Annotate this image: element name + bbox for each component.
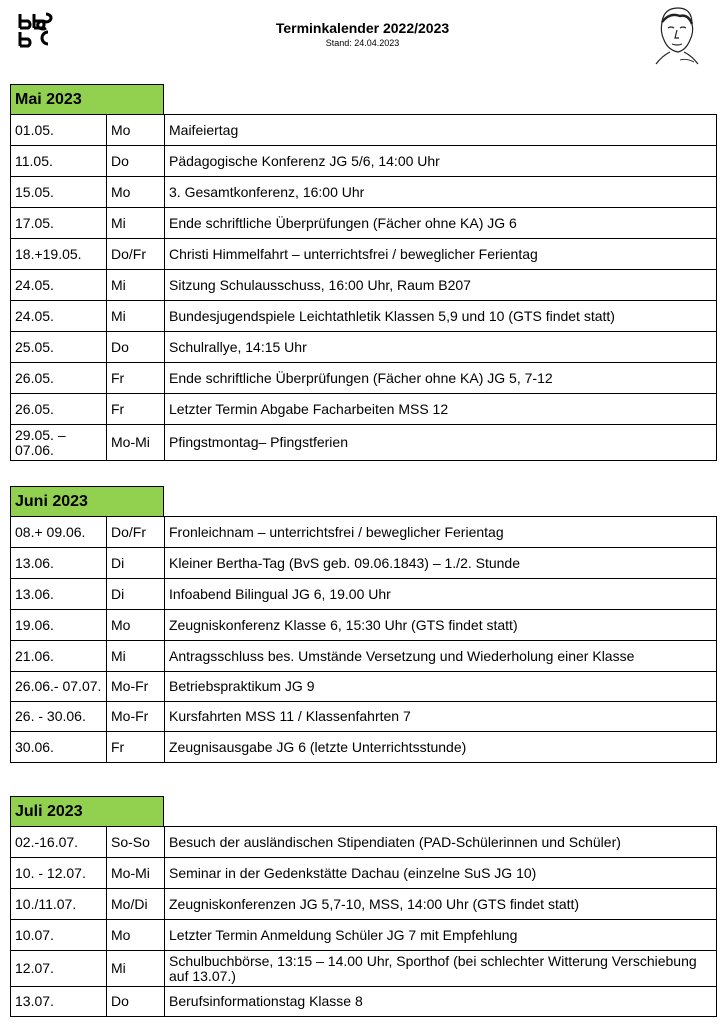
table-row [11, 610, 717, 641]
table-row [11, 672, 717, 702]
weekday-cell: Di [107, 548, 165, 579]
event-cell: Seminar in der Gedenkstätte Dachau (einzelne SuS JG 10) [165, 858, 717, 889]
document-date-stand: Stand: 24.04.2023 [325, 38, 400, 48]
weekday-cell: Do [107, 146, 165, 177]
date-cell: 17.05. [11, 208, 107, 239]
weekday-cell: Fr [107, 394, 165, 425]
event-cell: 3. Gesamtkonferenz, 16:00 Uhr [165, 177, 717, 208]
weekday-cell: Mi [107, 301, 165, 332]
month-table [10, 826, 717, 1017]
table-row [11, 363, 717, 394]
event-cell: Schulbuchbörse, 13:15 – 14.00 Uhr, Sporthof (bei schlechter Witterung Verschiebung auf 13.07.) [165, 951, 717, 987]
date-cell: 13.06. [11, 548, 107, 579]
month-table [10, 516, 717, 763]
weekday-cell: Do [107, 987, 165, 1017]
weekday-cell: Mo-Fr [107, 702, 165, 732]
weekday-cell: Mo [107, 610, 165, 641]
weekday-cell: Do/Fr [107, 517, 165, 548]
event-cell: Bundesjugendspiele Leichtathletik Klassen 5,9 und 10 (GTS findet statt) [165, 301, 717, 332]
date-cell: 18.+19.05. [11, 239, 107, 270]
table-row [11, 987, 717, 1017]
date-cell: 15.05. [11, 177, 107, 208]
table-row [11, 732, 717, 763]
event-cell: Kleiner Bertha-Tag (BvS geb. 09.06.1843) – 1./2. Stunde [165, 548, 717, 579]
event-cell: Antragsschluss bes. Umstände Versetzung und Wiederholung einer Klasse [165, 641, 717, 672]
table-row [11, 115, 717, 146]
event-cell: Schulrallye, 14:15 Uhr [165, 332, 717, 363]
table-row [11, 301, 717, 332]
date-cell: 24.05. [11, 301, 107, 332]
event-cell: Fronleichnam – unterrichtsfrei / beweglicher Ferientag [165, 517, 717, 548]
weekday-cell: Do/Fr [107, 239, 165, 270]
month-section-mai [10, 84, 716, 461]
weekday-cell: Do [107, 332, 165, 363]
weekday-cell: Mo [107, 115, 165, 146]
event-cell: Kursfahrten MSS 11 / Klassenfahrten 7 [165, 702, 717, 732]
event-cell: Berufsinformationstag Klasse 8 [165, 987, 717, 1017]
weekday-cell: Fr [107, 363, 165, 394]
date-cell: 13.06. [11, 579, 107, 610]
month-section-juli [10, 796, 716, 1017]
date-cell: 26.05. [11, 394, 107, 425]
weekday-cell: So-So [107, 827, 165, 858]
date-cell: 10./11.07. [11, 889, 107, 920]
date-cell: 10. - 12.07. [11, 858, 107, 889]
event-cell: Pädagogische Konferenz JG 5/6, 14:00 Uhr [165, 146, 717, 177]
table-row [11, 920, 717, 951]
date-cell: 29.05. – 07.06. [11, 425, 107, 461]
weekday-cell: Di [107, 579, 165, 610]
weekday-cell: Mi [107, 641, 165, 672]
event-cell: Christi Himmelfahrt – unterrichtsfrei / beweglicher Ferientag [165, 239, 717, 270]
table-row [11, 332, 717, 363]
date-cell: 26.06.- 07.07. [11, 672, 107, 702]
date-cell: 21.06. [11, 641, 107, 672]
table-row [11, 146, 717, 177]
table-row [11, 239, 717, 270]
table-row [11, 517, 717, 548]
table-row [11, 641, 717, 672]
month-heading: Mai 2023 [10, 84, 164, 114]
date-cell: 24.05. [11, 270, 107, 301]
date-cell: 02.-16.07. [11, 827, 107, 858]
table-row [11, 827, 717, 858]
event-cell: Letzter Termin Abgabe Facharbeiten MSS 12 [165, 394, 717, 425]
event-cell: Betriebspraktikum JG 9 [165, 672, 717, 702]
event-cell: Ende schriftliche Überprüfungen (Fächer ohne KA) JG 6 [165, 208, 717, 239]
weekday-cell: Fr [107, 732, 165, 763]
date-cell: 11.05. [11, 146, 107, 177]
document-title: Terminkalender 2022/2023 [275, 20, 450, 36]
month-heading: Juli 2023 [10, 796, 164, 826]
weekday-cell: Mi [107, 270, 165, 301]
date-cell: 08.+ 09.06. [11, 517, 107, 548]
date-cell: 19.06. [11, 610, 107, 641]
weekday-cell: Mo/Di [107, 889, 165, 920]
table-row [11, 702, 717, 732]
event-cell: Ende schriftliche Überprüfungen (Fächer ohne KA) JG 5, 7-12 [165, 363, 717, 394]
date-cell: 25.05. [11, 332, 107, 363]
event-cell: Sitzung Schulausschuss, 16:00 Uhr, Raum B207 [165, 270, 717, 301]
table-row [11, 394, 717, 425]
table-row [11, 889, 717, 920]
event-cell: Zeugniskonferenzen JG 5,7-10, MSS, 14:00 Uhr (GTS findet statt) [165, 889, 717, 920]
table-row [11, 579, 717, 610]
weekday-cell: Mi [107, 208, 165, 239]
date-cell: 13.07. [11, 987, 107, 1017]
event-cell: Zeugniskonferenz Klasse 6, 15:30 Uhr (GTS findet statt) [165, 610, 717, 641]
month-table [10, 114, 717, 461]
weekday-cell: Mo [107, 920, 165, 951]
date-cell: 26.05. [11, 363, 107, 394]
table-row [11, 425, 717, 461]
weekday-cell: Mo-Fr [107, 672, 165, 702]
table-row [11, 951, 717, 987]
date-cell: 30.06. [11, 732, 107, 763]
event-cell: Maifeiertag [165, 115, 717, 146]
event-cell: Infoabend Bilingual JG 6, 19.00 Uhr [165, 579, 717, 610]
date-cell: 26. - 30.06. [11, 702, 107, 732]
weekday-cell: Mi [107, 951, 165, 987]
weekday-cell: Mo [107, 177, 165, 208]
table-row [11, 548, 717, 579]
month-heading: Juni 2023 [10, 486, 164, 516]
weekday-cell: Mo-Mi [107, 858, 165, 889]
table-row [11, 270, 717, 301]
table-row [11, 858, 717, 889]
event-cell: Letzter Termin Anmeldung Schüler JG 7 mit Empfehlung [165, 920, 717, 951]
event-cell: Pfingstmontag– Pfingstferien [165, 425, 717, 461]
table-row [11, 177, 717, 208]
event-cell: Besuch der ausländischen Stipendiaten (PAD-Schülerinnen und Schüler) [165, 827, 717, 858]
weekday-cell: Mo-Mi [107, 425, 165, 461]
date-cell: 10.07. [11, 920, 107, 951]
date-cell: 12.07. [11, 951, 107, 987]
table-row [11, 208, 717, 239]
event-cell: Zeugnisausgabe JG 6 (letzte Unterrichtsstunde) [165, 732, 717, 763]
date-cell: 01.05. [11, 115, 107, 146]
month-section-juni [10, 486, 716, 763]
